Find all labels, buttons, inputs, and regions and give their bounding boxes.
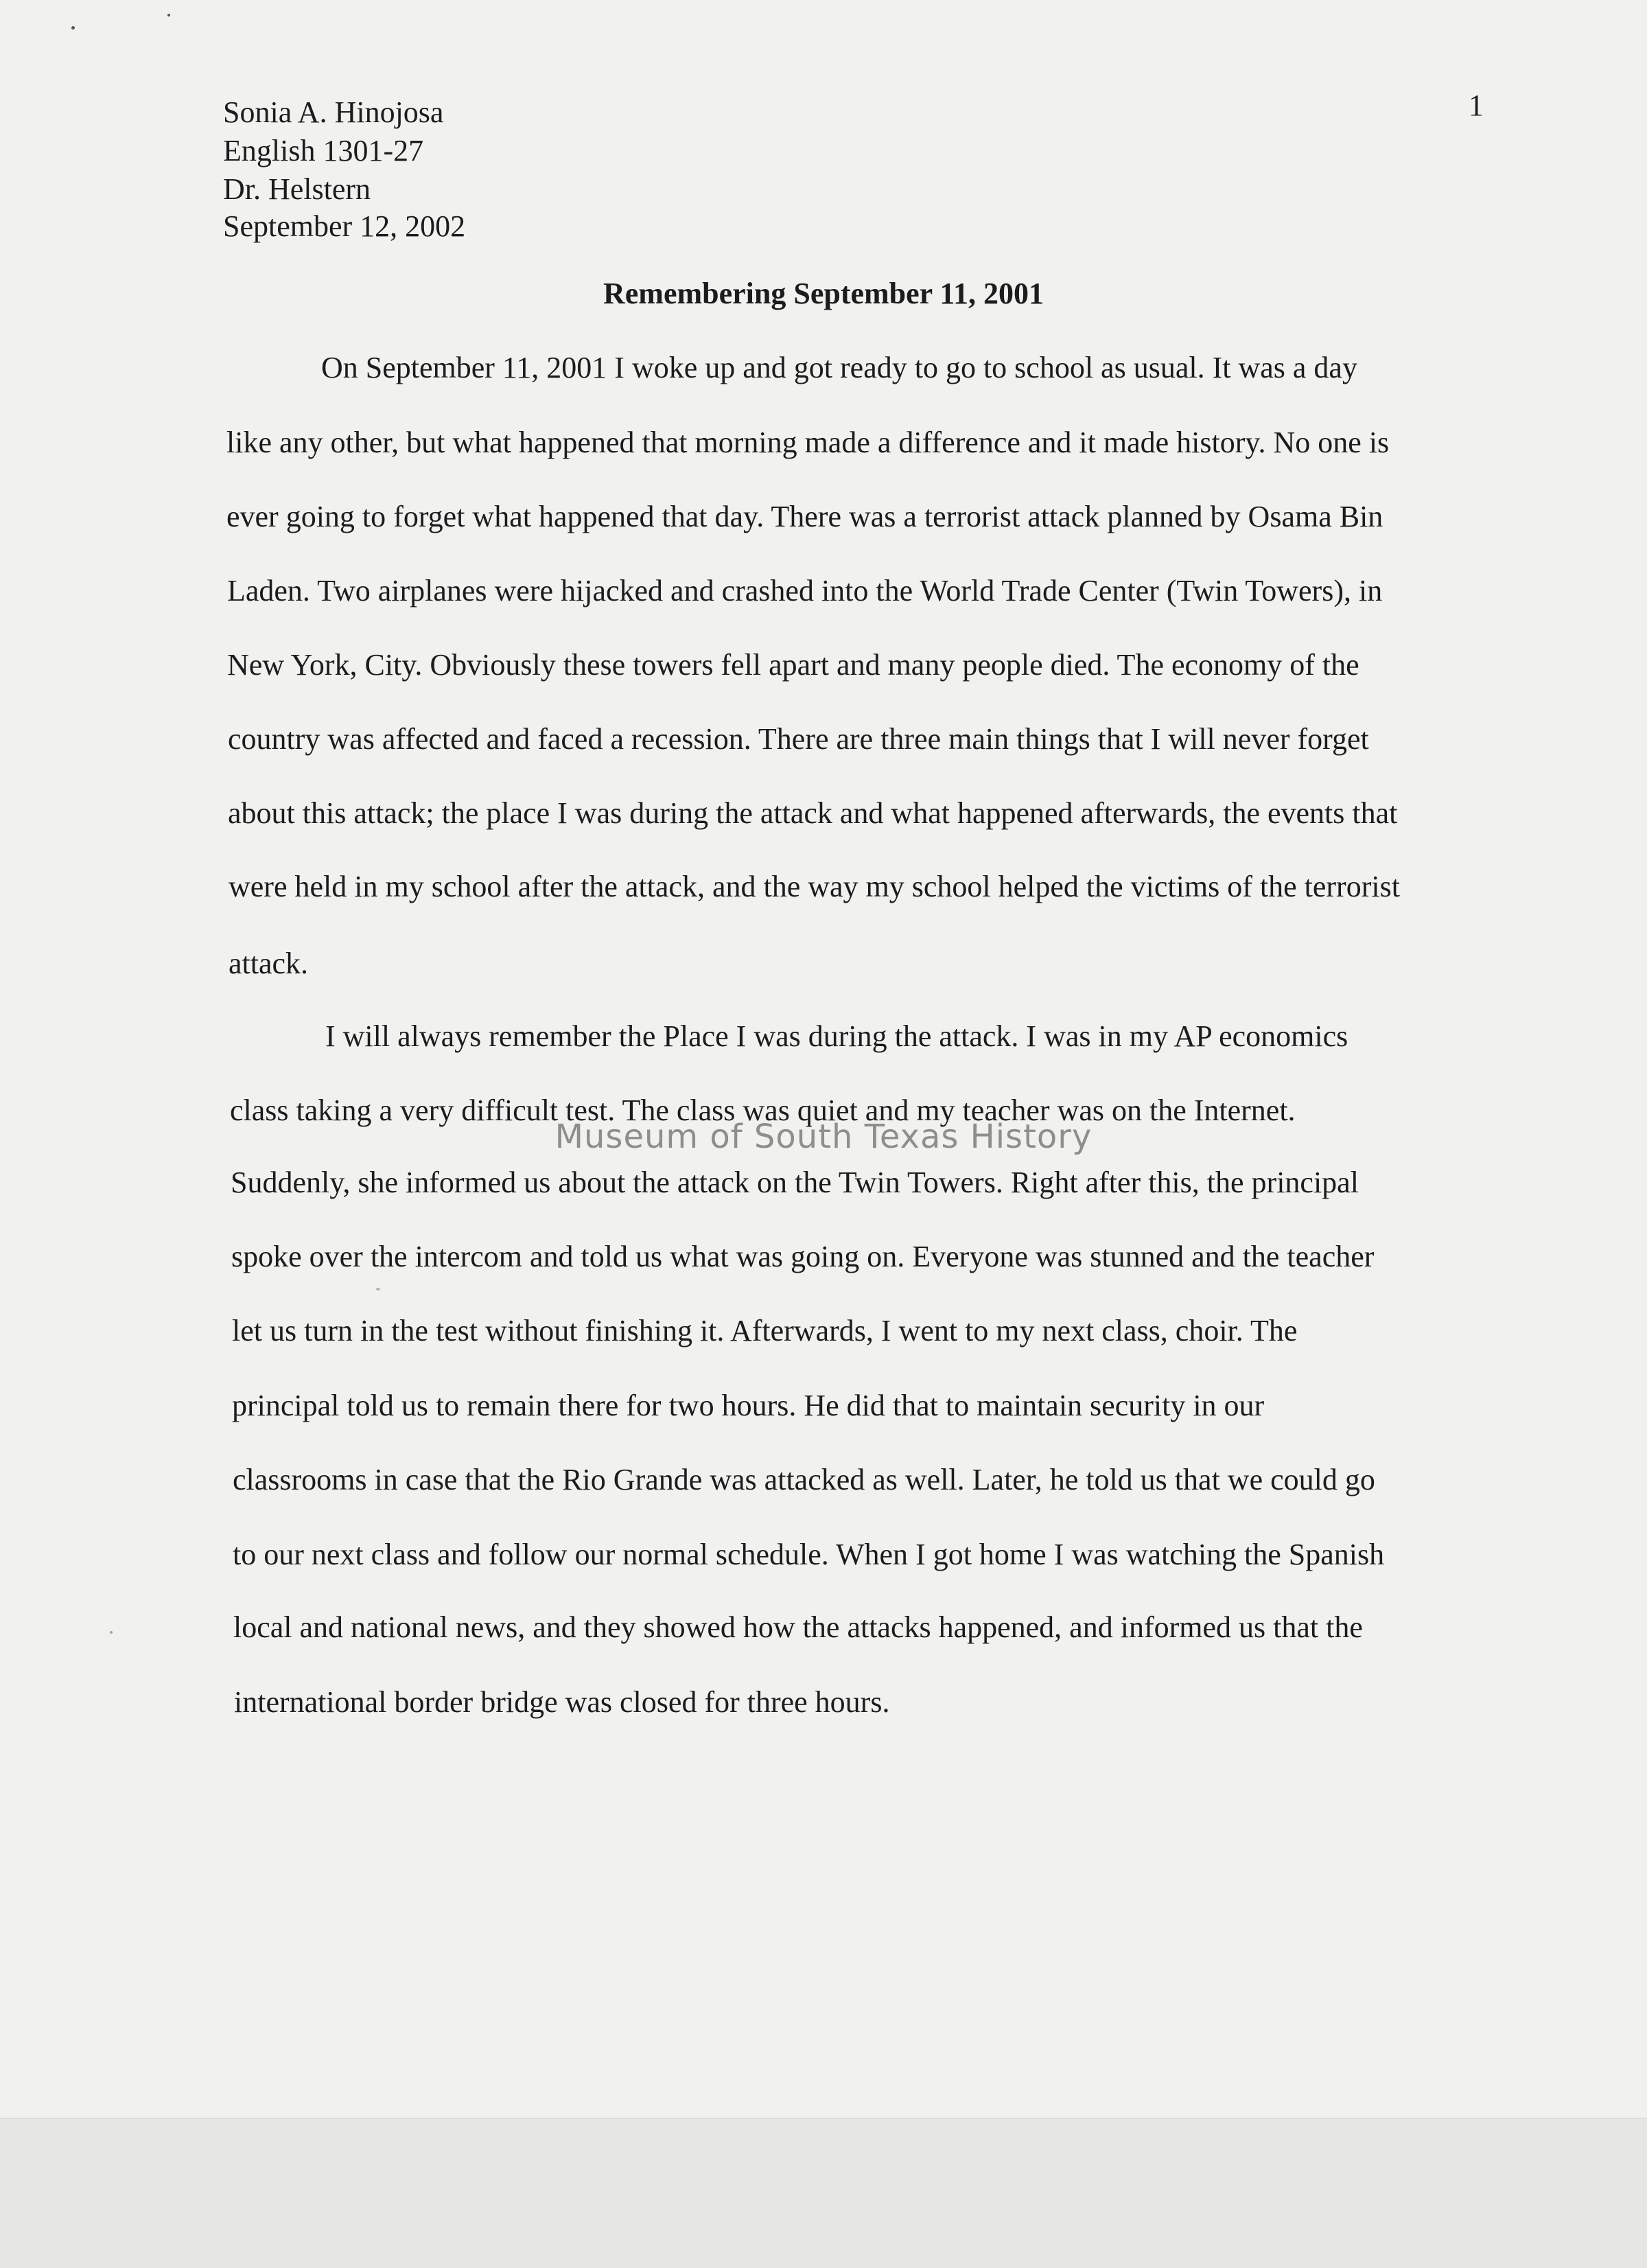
paragraph-line: to our next class and follow our normal schedule. When I got home I was watching the Spanish	[233, 1538, 1385, 1571]
author-name: Sonia A. Hinojosa	[223, 95, 444, 129]
scan-speck	[167, 14, 170, 16]
scan-bottom-strip	[0, 2118, 1647, 2268]
instructor-name: Dr. Helstern	[223, 172, 371, 206]
paragraph-line: about this attack; the place I was during the attack and what happened afterwards, the events that	[228, 796, 1398, 830]
page-number: 1	[1469, 89, 1484, 122]
essay-title: Remembering September 11, 2001	[603, 277, 1044, 310]
paragraph-line: Suddenly, she informed us about the attack on the Twin Towers. Right after this, the principal	[231, 1166, 1359, 1199]
paragraph-line: country was affected and faced a recession. There are three main things that I will never forget	[228, 722, 1369, 756]
paragraph-line: let us turn in the test without finishing it. Afterwards, I went to my next class, choir. The	[232, 1314, 1298, 1347]
paragraph-line: local and national news, and they showed how the attacks happened, and informed us that the	[233, 1610, 1363, 1644]
paragraph-line: attack.	[229, 947, 309, 980]
scan-speck	[71, 26, 75, 30]
paragraph-line: spoke over the intercom and told us what was going on. Everyone was stunned and the teacher	[231, 1240, 1375, 1273]
paragraph-line: I will always remember the Place I was during the attack. I was in my AP economics	[325, 1019, 1348, 1053]
paragraph-line: ever going to forget what happened that day. There was a terrorist attack planned by Osama Bin	[226, 500, 1383, 533]
paragraph-line: like any other, but what happened that morning made a difference and it made history. No one is	[226, 426, 1390, 459]
submission-date: September 12, 2002	[223, 209, 466, 243]
paragraph-line: were held in my school after the attack, and the way my school helped the victims of the terrorist	[229, 870, 1400, 903]
paragraph-line: international border bridge was closed for three hours.	[234, 1685, 890, 1719]
scan-speck	[376, 1288, 380, 1291]
paragraph-line: classrooms in case that the Rio Grande was attacked as well. Later, he told us that we could go	[233, 1463, 1375, 1496]
scan-speck	[110, 1631, 113, 1634]
paragraph-line: principal told us to remain there for two hours. He did that to maintain security in our	[232, 1389, 1265, 1422]
paragraph-line: New York, City. Obviously these towers fell apart and many people died. The economy of the	[227, 648, 1359, 682]
course-number: English 1301-27	[223, 134, 424, 167]
paragraph-line: Laden. Two airplanes were hijacked and crashed into the World Trade Center (Twin Towers), in	[227, 574, 1383, 608]
paragraph-line: class taking a very difficult test. The class was quiet and my teacher was on the Internet.	[230, 1094, 1296, 1127]
paragraph-line: On September 11, 2001 I woke up and got ready to go to school as usual. It was a day	[321, 351, 1357, 384]
museum-watermark: Museum of South Texas History	[554, 1118, 1093, 1156]
